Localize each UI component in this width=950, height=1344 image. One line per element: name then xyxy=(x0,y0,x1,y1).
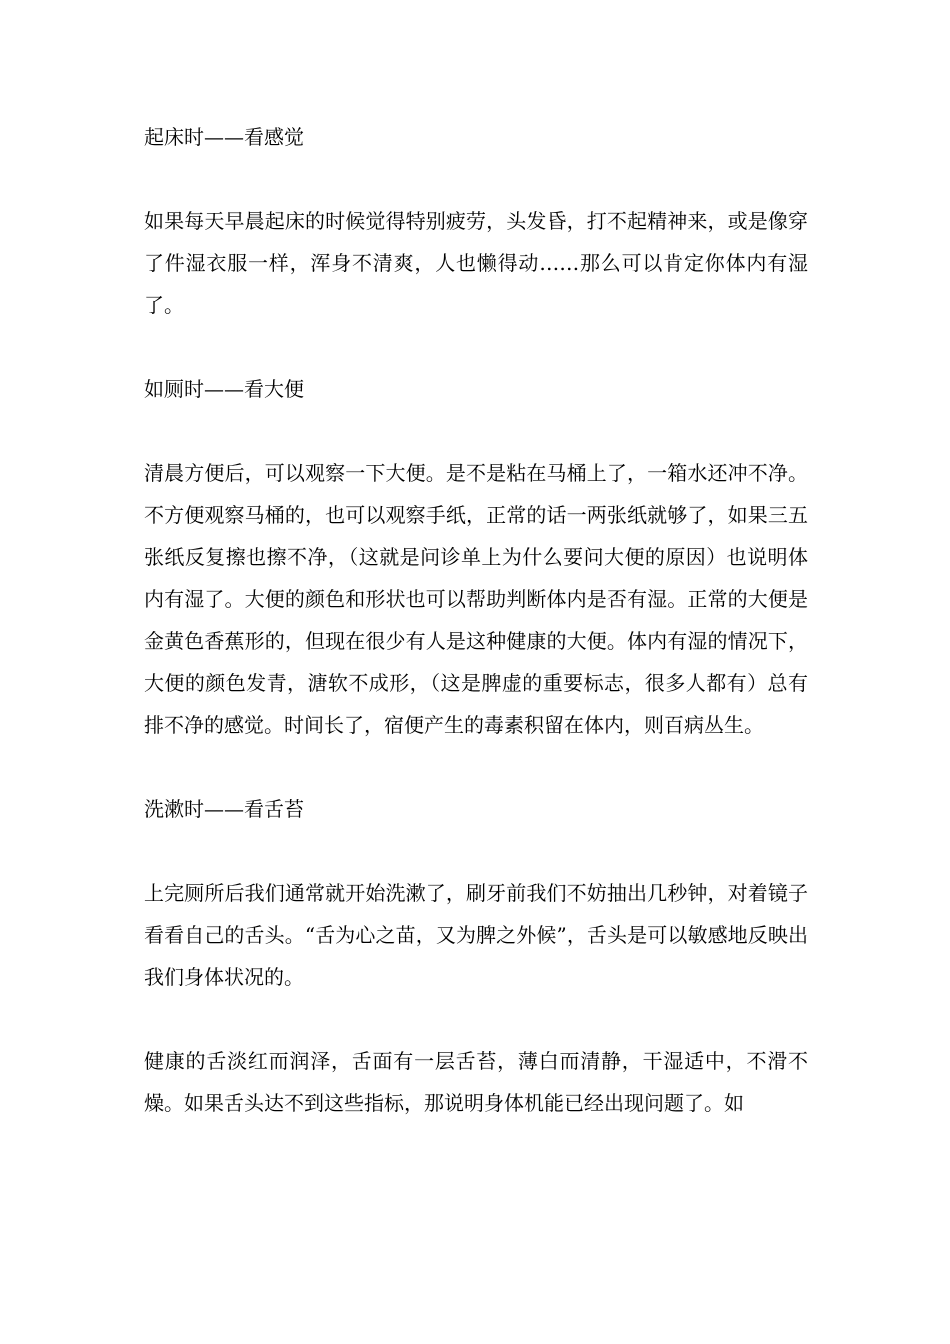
body-paragraph: 健康的舌淡红而润泽，舌面有一层舌苔，薄白而清静，干湿适中，不滑不燥。如果舌头达不到这些指标，那说明身体机能已经出现问题了。如 xyxy=(144,1049,808,1115)
document-body xyxy=(144,116,808,1166)
body-paragraph: 上完厕所后我们通常就开始洗漱了，刷牙前我们不妨抽出几秒钟，对着镜子看看自己的舌头。“舌为心之苗，又为脾之外候”，舌头是可以敏感地反映出我们身体状况的。 xyxy=(144,881,808,989)
section-heading: 起床时——看感觉 xyxy=(144,125,304,149)
body-paragraph: 清晨方便后，可以观察一下大便。是不是粘在马桶上了，一箱水还冲不净。不方便观察马桶的，也可以观察手纸，正常的话一两张纸就够了，如果三五张纸反复擦也擦不净，（这就是问诊单上为什么要问大便的原因）也说明体内有湿了。大便的颜色和形状也可以帮助判断体内是否有湿。正常的大便是金黄色香蕉形的，但现在很少有人是这种健康的大便。体内有湿的情况下，大便的颜色发青，溏软不成形，（这是脾虚的重要标志，很多人都有）总有排不净的感觉。时间长了，宿便产生的毒素积留在体内，则百病丛生。 xyxy=(144,461,808,737)
section-heading: 如厕时——看大便 xyxy=(144,377,304,401)
body-paragraph: 如果每天早晨起床的时候觉得特别疲劳，头发昏，打不起精神来，或是像穿了件湿衣服一样，浑身不清爽，人也懒得动……那么可以肯定你体内有湿了。 xyxy=(144,209,808,317)
section-heading: 洗漱时——看舌苔 xyxy=(144,797,304,821)
